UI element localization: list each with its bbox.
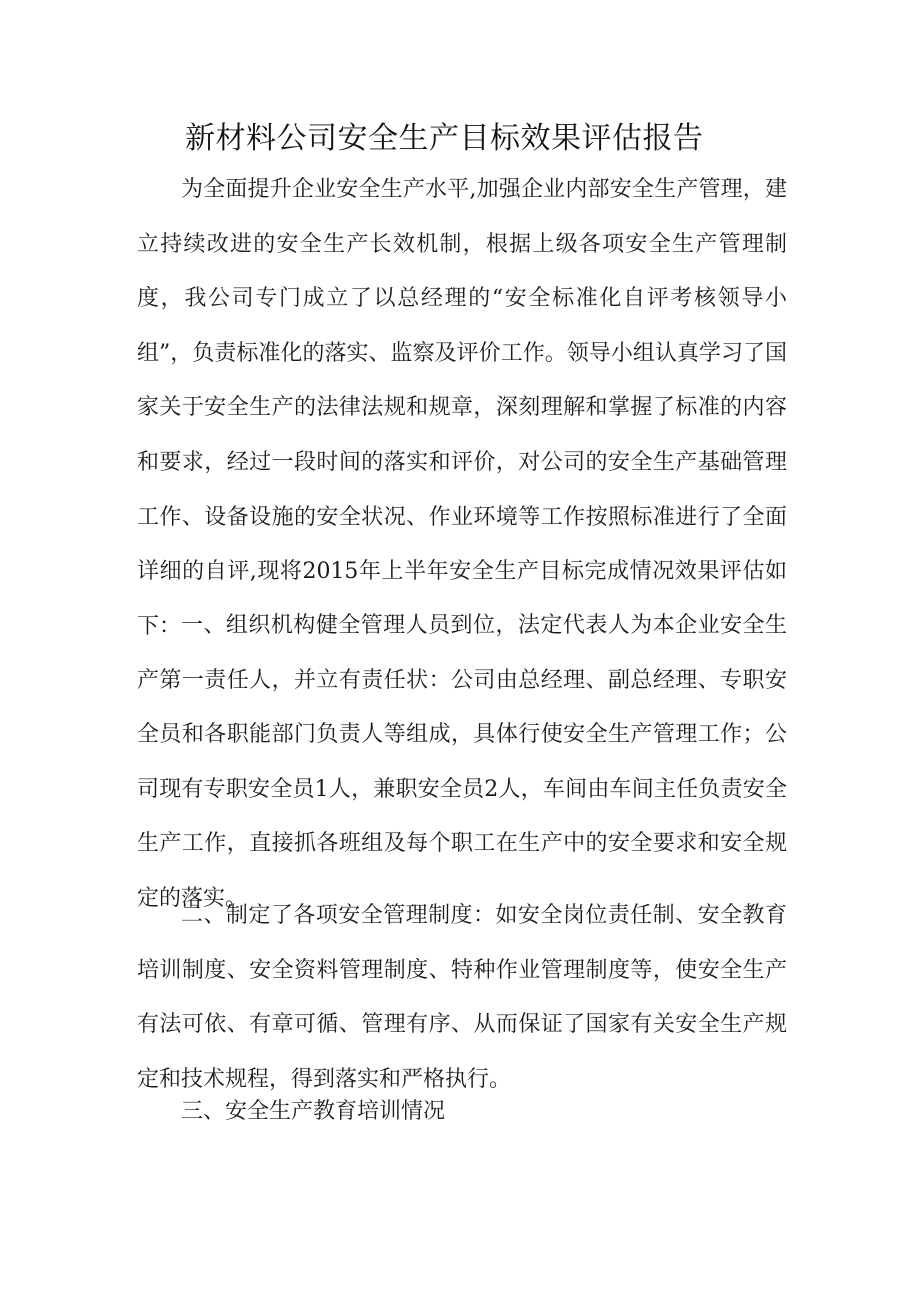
paragraph-intro: 为全面提升企业安全生产水平,加强企业内部安全生产管理，建立持续改进的安全生产长效机制，根据上级各项安全生产管理制度，我公司专门成立了以总经理的“安全标准化自评考核领导小组”，负责标准化的落实、监察及评价工作。领导小组认真学习了国家关于安全生产的法律法规和规章，深刻理解和掌握了标准的内容和要求，经过一段时间的落实和评价，对公司的安全生产基础管理工作、设备设施的安全状况、作业环境等工作按照标准进行了全面详细的自评,现将2015年上半年安全生产目标完成情况效果评估如下： (137, 177, 787, 639)
paragraph-section-1: 一、组织机构健全管理人员到位，法定代表人为本企业安全生产第一责任人，并立有责任状：公司由总经理、副总经理、专职安全员和各职能部门负责人等组成，具体行使安全生产管理工作；公司现有专职安全员1人，兼职安全员2人，车间由车间主任负责安全生产工作，直接抓各班组及每个职工在生产中的安全要求和安全规定的落实。 (137, 613, 787, 911)
paragraph-section-2: 二、制定了各项安全管理制度：如安全岗位责任制、安全教育培训制度、安全资料管理制度、特种作业管理制度等，使安全生产有法可依、有章可循、管理有序、从而保证了国家有关安全生产规定和技术规程，得到落实和严格执行。 (137, 903, 787, 1092)
paragraph-section-3-heading: 三、安全生产教育培训情况 (181, 1099, 446, 1124)
document-title: 新材料公司安全生产目标效果评估报告 (185, 121, 704, 156)
